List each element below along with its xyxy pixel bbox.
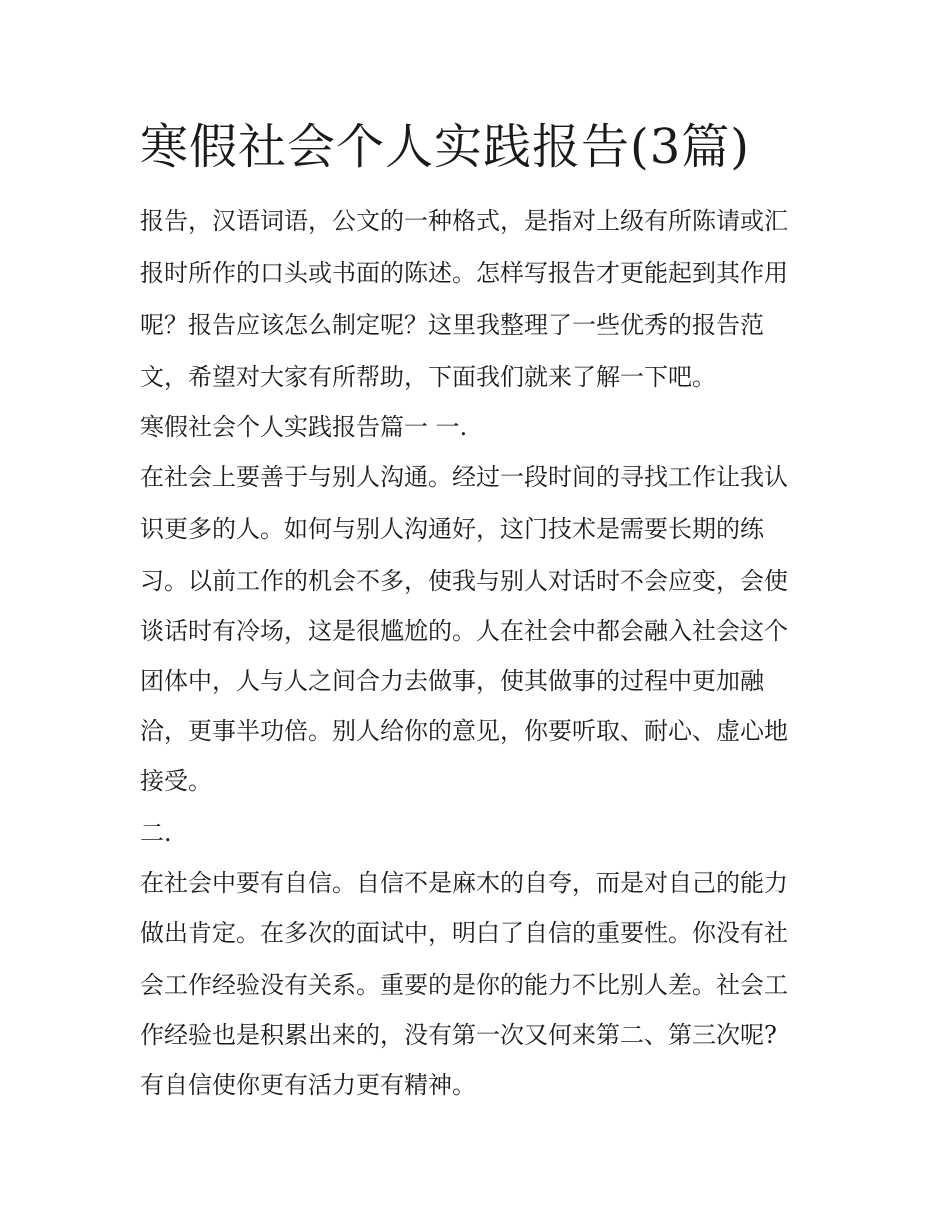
- section1-line: 洽，更事半功倍。别人给你的意见，你要听取、耐心、虚心地: [140, 717, 788, 745]
- section2-line: 会工作经验没有关系。重要的是你的能力不比别人差。社会工: [140, 971, 788, 999]
- section1-line: 接受。: [140, 767, 212, 795]
- document-title: 寒假社会个人实践报告(3篇): [140, 119, 750, 175]
- section2-line: 有自信使你更有活力更有精神。: [140, 1071, 476, 1099]
- section1-line: 在社会上要善于与别人沟通。经过一段时间的寻找工作让我认: [140, 463, 788, 491]
- section2-line: 在社会中要有自信。自信不是麻木的自夸，而是对自己的能力: [140, 869, 788, 897]
- section1-line: 谈话时有冷场，这是很尴尬的。人在社会中都会融入社会这个: [140, 617, 788, 645]
- intro-line: 呢？报告应该怎么制定呢？这里我整理了一些优秀的报告范: [140, 311, 764, 339]
- intro-line: 文，希望对大家有所帮助，下面我们就来了解一下吧。: [140, 363, 716, 391]
- section1-line: 识更多的人。如何与别人沟通好，这门技术是需要长期的练: [140, 515, 764, 543]
- section2-line: 作经验也是积累出来的，没有第一次又何来第二、第三次呢?: [140, 1021, 777, 1049]
- section1-line: 团体中，人与人之间合力去做事，使其做事的过程中更加融: [140, 667, 764, 695]
- section2-line: 做出肯定。在多次的面试中，明白了自信的重要性。你没有社: [140, 919, 788, 947]
- section1-line: 习。以前工作的机会不多，使我与别人对话时不会应变，会使: [140, 567, 788, 595]
- intro-line: 报告，汉语词语，公文的一种格式，是指对上级有所陈请或汇: [140, 207, 788, 235]
- intro-line: 报时所作的口头或书面的陈述。怎样写报告才更能起到其作用: [140, 259, 788, 287]
- section2-heading: 二.: [140, 819, 172, 847]
- section1-heading: 寒假社会个人实践报告篇一 一.: [140, 413, 468, 441]
